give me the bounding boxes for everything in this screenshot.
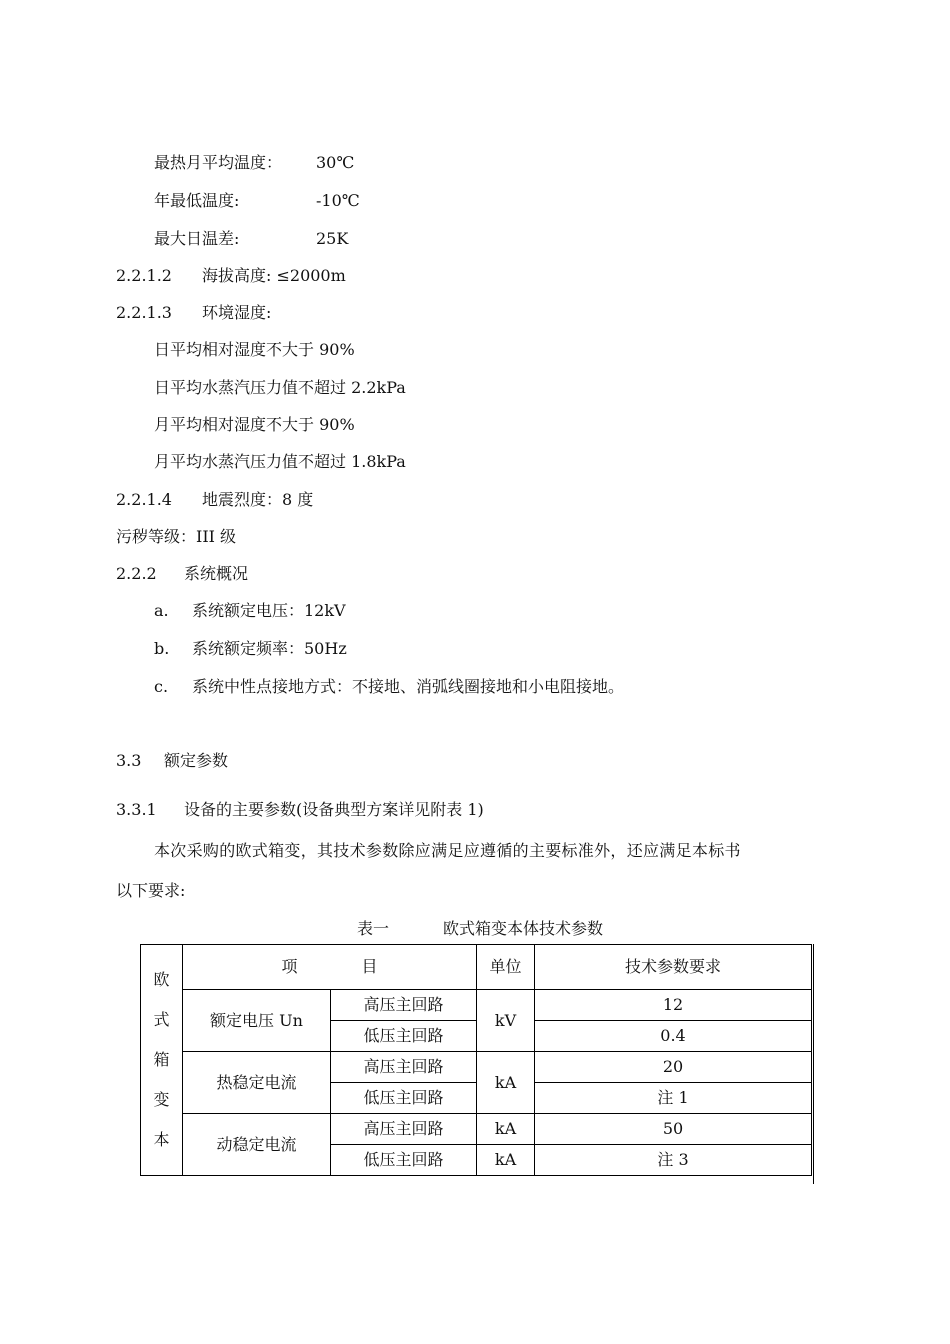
temp-diff-line (154, 229, 349, 249)
value-cell: 注 3 (535, 1145, 812, 1176)
side-label-char: 变 (153, 1090, 170, 1109)
table-row (141, 990, 812, 1021)
group-name: 热稳定电流 (183, 1052, 331, 1114)
side-label-char: 箱 (153, 1050, 170, 1069)
value-cell: 50 (535, 1114, 812, 1145)
sub-item: 高压主回路 (331, 990, 477, 1021)
temp-hottest-line (154, 153, 355, 173)
section-222-number: 2.2.2 (116, 564, 157, 583)
side-label (141, 945, 183, 1176)
system-item-letter: c. (154, 677, 169, 696)
sub-item: 低压主回路 (331, 1083, 477, 1114)
section-331-number: 3.3.1 (116, 800, 157, 819)
temp-hottest-label: 最热月平均温度： (154, 153, 283, 172)
group-name: 额定电压 Un (183, 990, 331, 1052)
sub-item: 低压主回路 (331, 1021, 477, 1052)
paragraph-line-1: 本次采购的欧式箱变，其技术参数除应满足应遵循的主要标准外，还应满足本标书 (154, 841, 741, 860)
section-222 (116, 564, 249, 584)
section-2213-text: 环境湿度: (202, 303, 272, 322)
side-label-char: 欧 (153, 970, 170, 989)
table-caption-text: 欧式箱变本体技术参数 (443, 919, 604, 938)
system-item-text: 系统中性点接地方式：不接地、消弧线圈接地和小电阻接地。 (192, 677, 625, 696)
sub-item: 低压主回路 (331, 1145, 477, 1176)
table-row (141, 1114, 812, 1145)
section-2212-text: 海拔高度: ≤2000m (202, 266, 346, 285)
temp-lowest-label: 年最低温度: (154, 191, 240, 210)
paragraph-line-2: 以下要求: (116, 881, 186, 900)
sub-item: 高压主回路 (331, 1052, 477, 1083)
section-2212-number: 2.2.1.2 (116, 266, 172, 285)
humidity-line: 日平均水蒸汽压力值不超过 2.2kPa (154, 378, 406, 397)
sub-item: 高压主回路 (331, 1114, 477, 1145)
unit-cell: kA (477, 1052, 535, 1114)
value-cell: 20 (535, 1052, 812, 1083)
unit-cell: kA (477, 1114, 535, 1145)
pollution-level: 污秽等级：III 级 (116, 527, 237, 546)
section-2214-number: 2.2.1.4 (116, 490, 172, 509)
table-header-row (141, 945, 812, 990)
table-row (141, 1052, 812, 1083)
system-item-letter: b. (154, 639, 170, 658)
section-331 (116, 800, 484, 820)
humidity-line: 日平均相对湿度不大于 90% (154, 340, 355, 359)
section-331-text: 设备的主要参数(设备典型方案详见附表 1) (184, 800, 484, 819)
temp-diff-value: 25K (316, 229, 349, 248)
section-33-number: 3.3 (116, 751, 142, 770)
value-cell: 注 1 (535, 1083, 812, 1114)
header-item: 项 目 (183, 945, 477, 990)
section-2213 (116, 303, 272, 323)
temp-diff-label: 最大日温差: (154, 229, 240, 248)
system-item-text: 系统额定频率：50Hz (192, 639, 347, 658)
system-item-letter: a. (154, 601, 169, 620)
section-2212 (116, 266, 346, 286)
section-2214 (116, 490, 314, 510)
humidity-line: 月平均水蒸汽压力值不超过 1.8kPa (154, 452, 406, 471)
system-item (154, 639, 347, 659)
table-caption-number: 表一 (357, 919, 390, 938)
group-name: 动稳定电流 (183, 1114, 331, 1176)
system-item (154, 677, 625, 697)
temp-lowest-line (154, 191, 360, 211)
section-33-text: 额定参数 (164, 751, 229, 770)
value-cell: 0.4 (535, 1021, 812, 1052)
table-double-border (813, 944, 814, 1184)
temp-lowest-value: -10℃ (316, 191, 360, 210)
side-label-char: 式 (153, 1010, 170, 1029)
section-222-text: 系统概况 (184, 564, 249, 583)
side-label-char: 本 (153, 1130, 170, 1149)
unit-cell: kV (477, 990, 535, 1052)
section-2214-text: 地震烈度：8 度 (202, 490, 314, 509)
value-cell: 12 (535, 990, 812, 1021)
system-item-text: 系统额定电压：12kV (192, 601, 346, 620)
spec-table (140, 944, 812, 1176)
humidity-line: 月平均相对湿度不大于 90% (154, 415, 355, 434)
temp-hottest-value: 30℃ (316, 153, 355, 172)
system-item (154, 601, 346, 621)
header-requirement: 技术参数要求 (535, 945, 812, 990)
header-unit: 单位 (477, 945, 535, 990)
section-2213-number: 2.2.1.3 (116, 303, 172, 322)
unit-cell: kA (477, 1145, 535, 1176)
section-33 (116, 751, 229, 771)
